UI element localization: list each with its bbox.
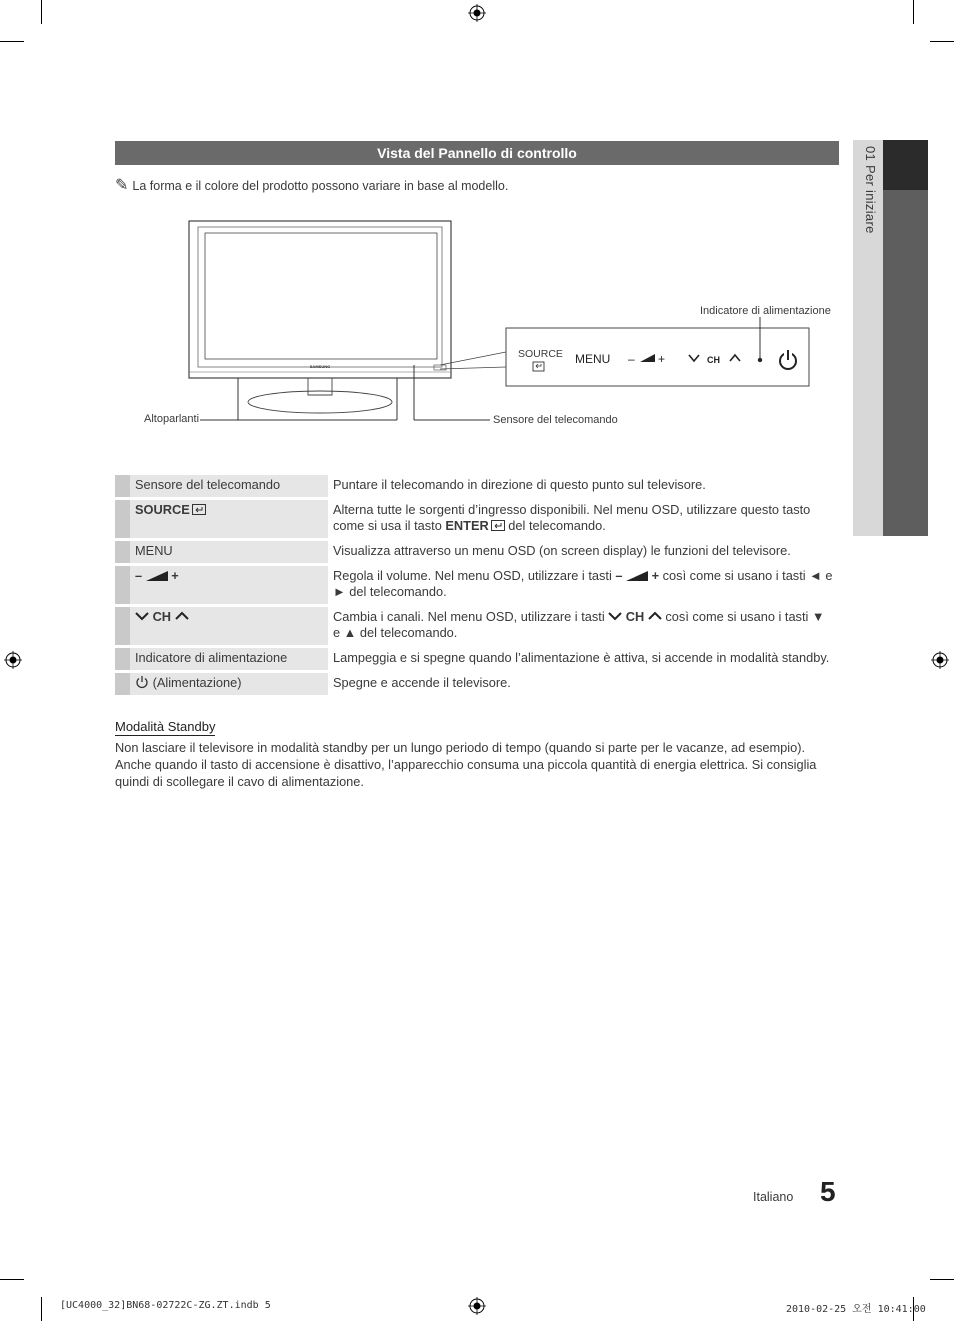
crop-mark (41, 1297, 42, 1321)
enter-icon (192, 504, 206, 515)
registration-mark-icon (4, 651, 22, 669)
standby-body: Non lasciare il televisore in modalità standby per un lungo periodo di tempo (quando si parte per le vacanze, ad esempio). Anche quando il tasto di accensione è disattivo, l’apparecchio consuma una piccola quantità di energia elettrica. Si consiglia quindi di scollegare il cavo di alimentazione. (115, 740, 817, 789)
feature-name: Indicatore di alimentazione (130, 648, 328, 670)
volume-icon (626, 571, 648, 581)
table-row (115, 475, 839, 497)
note (115, 175, 508, 195)
tv-stand-neck (308, 378, 332, 395)
registration-mark-icon (468, 4, 486, 22)
chevron-down-icon (608, 611, 622, 621)
panel-menu-label: MENU (575, 352, 611, 366)
feature-name: SOURCE (135, 502, 190, 517)
speakers-label: Altoparlanti (144, 413, 200, 425)
feature-name: CH (152, 609, 172, 624)
enter-key-name: ENTER (445, 518, 489, 533)
feature-desc: Alterna tutte le sorgenti d’ingresso disponibili. Nel menu OSD, utilizzare questo tasto come si usa il tasto (333, 502, 811, 533)
crop-mark (913, 0, 914, 24)
crop-mark (0, 41, 24, 42)
power-icon (135, 675, 149, 689)
feature-name: (Alimentazione) (152, 675, 242, 690)
print-file-info: [UC4000_32]BN68-02722C-ZG.ZT.indb 5 (60, 1300, 271, 1311)
print-date-info: 2010-02-25 오전 10:41:00 (786, 1304, 926, 1315)
chevron-up-icon (175, 611, 189, 621)
standby-title: Modalità Standby (115, 719, 216, 734)
footer-language: Italiano (753, 1190, 794, 1204)
chevron-down-icon (135, 611, 149, 621)
chevron-up-icon (648, 611, 662, 621)
crop-mark (930, 1279, 954, 1280)
crop-mark (0, 1279, 24, 1280)
control-panel-diagram (140, 215, 840, 430)
feature-name: Sensore del telecomando (130, 475, 328, 497)
panel-source-label: SOURCE (518, 348, 563, 360)
tv-screen (205, 233, 437, 359)
table-row: SOURCE Alterna tutte le sorgenti d’ingresso disponibili. Nel menu OSD, utilizzare questo tasto come si usa il tasto ENTER del telecomando. (115, 500, 839, 538)
registration-mark-icon (931, 651, 949, 669)
power-indicator-dot (758, 358, 762, 362)
table-row: – + Regola il volume. Nel menu OSD, utilizzare i tasti – + così come si usano i tasti ◄ e ► del telecomando. (115, 566, 839, 604)
feature-desc: Regola il volume. Nel menu OSD, utilizzare i tasti (333, 568, 616, 583)
remote-sensor-label: Sensore del telecomando (493, 414, 618, 426)
chapter-label: 01 Per iniziare (863, 146, 878, 234)
feature-desc: Lampeggia e si spegne quando l’alimentazione è attiva, si accende in modalità standby. (328, 648, 839, 670)
side-tab-dark (883, 140, 928, 536)
tv-stand-base (248, 391, 392, 413)
feature-desc: Puntare il telecomando in direzione di questo punto sul televisore. (328, 475, 839, 497)
table-row (115, 673, 839, 695)
registration-mark-icon (468, 1297, 486, 1315)
crop-mark (930, 41, 954, 42)
svg-text:CH: CH (707, 355, 720, 365)
side-tab-marker (883, 140, 928, 190)
features-table (115, 472, 839, 698)
pencil-note-icon: ✎ (115, 177, 129, 194)
crop-mark (41, 0, 42, 24)
table-row (115, 541, 839, 563)
enter-icon (491, 520, 505, 531)
svg-text:–: – (628, 352, 635, 366)
feature-desc: Spegne e accende il televisore. (328, 673, 839, 695)
feature-desc: Visualizza attraverso un menu OSD (on screen display) le funzioni del televisore. (328, 541, 839, 563)
feature-desc: Cambia i canali. Nel menu OSD, utilizzare i tasti (333, 609, 609, 624)
section-title: Vista del Pannello di controllo (115, 141, 839, 165)
note-text: La forma e il colore del prodotto possono variare in base al modello. (132, 179, 509, 193)
tv-frame (189, 221, 451, 378)
power-indicator-label: Indicatore di alimentazione (700, 305, 831, 317)
feature-name: – (135, 568, 143, 583)
volume-icon (146, 571, 168, 581)
tv-brand-logo: SAMSUNG (309, 364, 331, 369)
svg-text:+: + (658, 352, 666, 366)
table-row (115, 648, 839, 670)
page-number: 5 (820, 1176, 836, 1207)
feature-name: MENU (130, 541, 328, 563)
table-row: CH Cambia i canali. Nel menu OSD, utilizzare i tasti CH così come si usano i tasti ▼ e ▲ del telecomando. (115, 607, 839, 645)
